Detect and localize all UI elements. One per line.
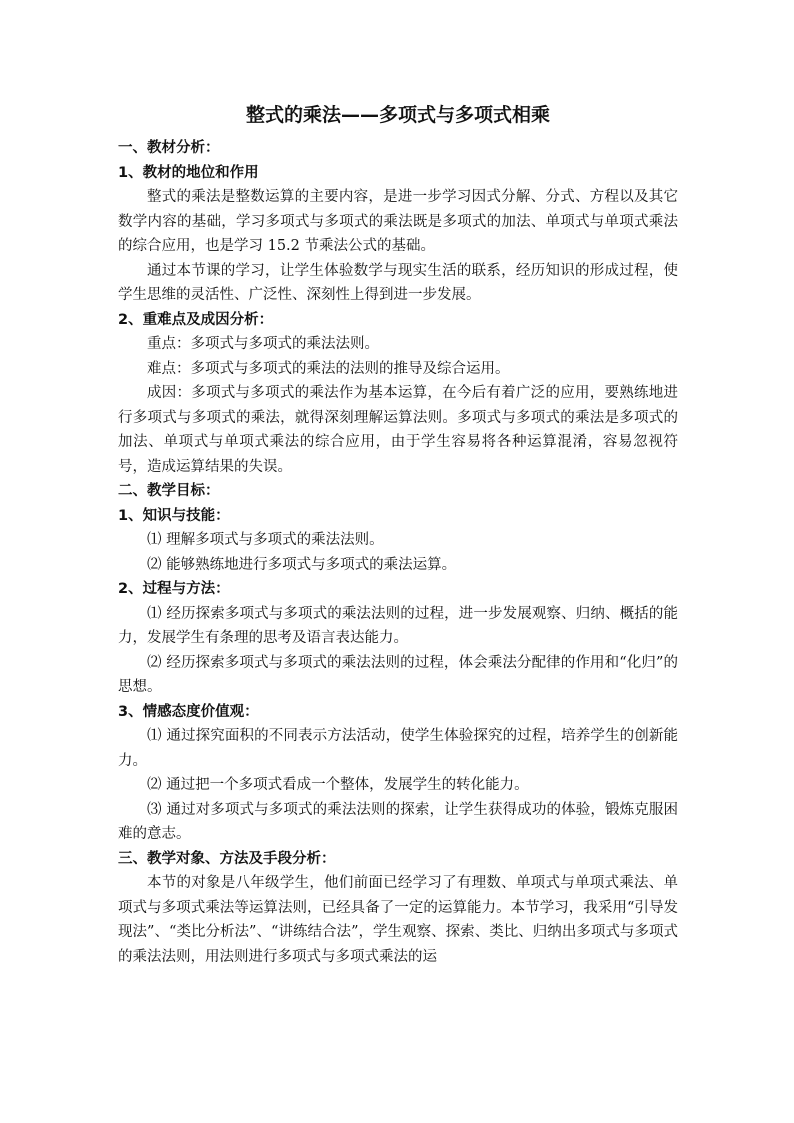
paragraph: 难点：多项式与多项式的乘法的法则的推导及综合运用。: [147, 360, 510, 377]
paragraph: 通过本节课的学习，让学生体验数学与现实生活的联系，经历知识的形成过程，使学生思维的灵活性、广泛性、深刻性上得到进一步发展。: [118, 262, 678, 303]
subsection-heading-1-2: 2、重难点及成因分析：: [118, 311, 274, 328]
document-title: 整式的乘法——多项式与多项式相乘: [245, 104, 550, 126]
list-item: ⑴ 通过探究面积的不同表示方法活动，使学生体验探究的过程，培养学生的创新能力。: [118, 728, 678, 769]
paragraph: 整式的乘法是整数运算的主要内容，是进一步学习因式分解、分式、方程以及其它数学内容的基础，学习多项式与多项式的乘法既是多项式的加法、单项式与单项式乘法的综合应用，也是学习 15.2 节乘法公式的基础。: [118, 189, 678, 254]
paragraph: 重点：多项式与多项式的乘法法则。: [147, 336, 379, 352]
document-page: [118, 100, 678, 969]
section-heading-1: 一、教材分析：: [118, 140, 220, 156]
section-heading-3: 三、教学对象、方法及手段分析：: [118, 850, 336, 867]
subsection-heading-1-1: 1、教材的地位和作用: [118, 164, 259, 181]
subsection-heading-2-2: 2、过程与方法：: [118, 581, 230, 597]
list-item: ⑵ 经历探索多项式与多项式的乘法法则的过程，体会乘法分配律的作用和“化归”的思想。: [118, 654, 678, 695]
subsection-heading-2-3: 3、情感态度价值观：: [118, 703, 259, 720]
list-item: ⑴ 经历探索多项式与多项式的乘法法则的过程，进一步发展观察、归纳、概括的能力，发展学生有条理的思考及语言表达能力。: [118, 605, 678, 646]
list-item: ⑴ 理解多项式与多项式的乘法法则。: [147, 532, 384, 548]
list-item: ⑵ 能够熟练地进行多项式与多项式的乘法运算。: [147, 556, 457, 573]
section-heading-2: 二、教学目标：: [118, 483, 220, 499]
list-item: ⑶ 通过对多项式与多项式的乘法法则的探索，让学生获得成功的体验，锻炼克服困难的意志。: [118, 801, 678, 842]
paragraph: 本节的对象是八年级学生，他们前面已经学习了有理数、单项式与单项式乘法、单项式与多项式乘法等运算法则，已经具备了一定的运算能力。本节学习，我采用“引导发现法”、“类比分析法”、“讲练结合法”，学生观察、探索、类比、归纳出多项式与多项式的乘法法则，用法则进行多项式与多项式乘法的运: [118, 875, 678, 965]
paragraph: 成因：多项式与多项式的乘法作为基本运算，在今后有着广泛的应用，要熟练地进行多项式与多项式的乘法，就得深刻理解运算法则。多项式与多项式的乘法是多项式的加法、单项式与单项式乘法的综合应用，由于学生容易将各种运算混淆，容易忽视符号，造成运算结果的失误。: [118, 385, 678, 475]
list-item: ⑵ 通过把一个多项式看成一个整体，发展学生的转化能力。: [147, 777, 529, 793]
subsection-heading-2-1: 1、知识与技能：: [118, 507, 230, 524]
